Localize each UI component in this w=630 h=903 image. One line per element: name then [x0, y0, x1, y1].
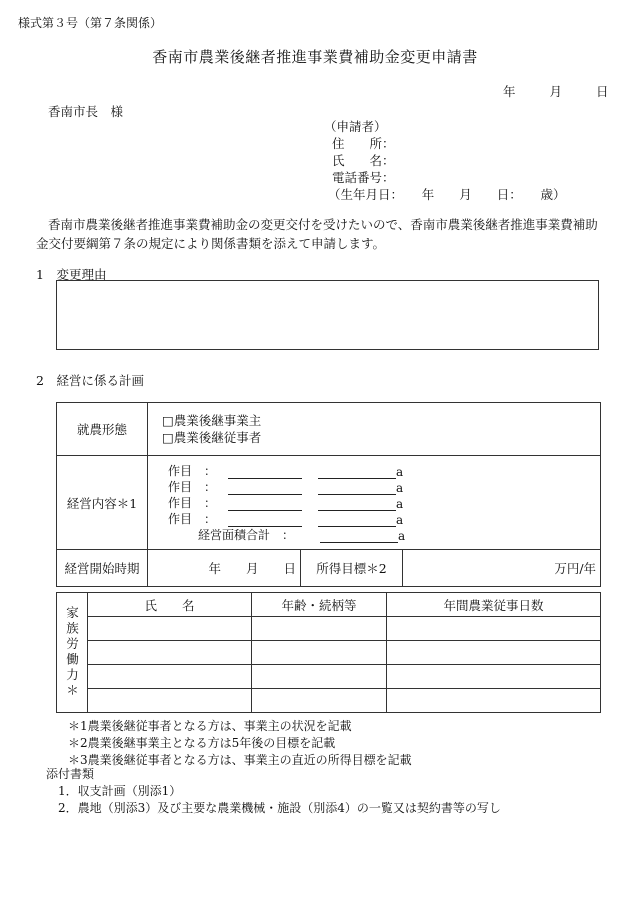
attachments: [46, 766, 501, 817]
note-item: ＊3農業後継従事者となる方は、事業主の直近の所得目標を記載: [68, 753, 412, 767]
area-unit: a: [396, 496, 404, 511]
option-successor-owner[interactable]: □農業後継事業主: [162, 413, 262, 428]
date-year: 年: [503, 84, 516, 99]
area-field[interactable]: [318, 498, 396, 511]
crop-field[interactable]: [228, 482, 302, 495]
family-name-cell[interactable]: [88, 665, 252, 689]
section2-label: 2 経営に係る計画: [36, 373, 144, 388]
family-header-age: 年齢・続柄等: [252, 593, 387, 617]
area-field[interactable]: [318, 514, 396, 527]
area-unit: a: [396, 464, 404, 479]
family-days-cell[interactable]: [387, 641, 601, 665]
application-statement: 香南市農業後継者推進事業費補助金の変更交付を受けたいので、香南市農業後継者推進事業費補助金交付要綱第７条の規定により関係書類を添えて申請します。: [36, 217, 598, 251]
income-field[interactable]: 万円/年: [403, 550, 601, 587]
family-age-cell[interactable]: [252, 641, 387, 665]
family-age-cell[interactable]: [252, 689, 387, 713]
area-unit: a: [396, 512, 404, 527]
name-label: 氏 名：: [332, 153, 395, 168]
total-area-label: 経営面積合計 ：: [198, 527, 295, 542]
page-title: 香南市農業後継者推進事業費補助金変更申請書: [152, 48, 478, 66]
family-header-days: 年間農業従事日数: [387, 593, 601, 617]
management-label: 経営内容＊1: [57, 456, 148, 550]
notes: [68, 718, 412, 769]
start-label: 経営開始時期: [57, 550, 148, 587]
address-label: 住 所：: [332, 136, 395, 151]
phone-label: 電話番号：: [332, 170, 395, 185]
plan-table: [56, 402, 601, 587]
area-field[interactable]: [318, 482, 396, 495]
change-reason-box[interactable]: [56, 280, 599, 350]
family-header-name: 氏 名: [88, 593, 252, 617]
income-label: 所得目標＊2: [301, 550, 403, 587]
crop-line: [168, 463, 600, 479]
attachment-item: 1．収支計画（別添1）: [58, 784, 182, 798]
start-income-row: [57, 550, 601, 587]
crop-field[interactable]: [228, 466, 302, 479]
farming-form-row: [57, 403, 601, 456]
area-unit: a: [398, 528, 406, 543]
date-line: [503, 82, 609, 100]
attachments-heading: 添付書類: [46, 767, 95, 781]
family-side-label: 家族労働力＊: [57, 593, 88, 713]
family-age-cell[interactable]: [252, 617, 387, 641]
crop-label: 作目 ：: [168, 463, 217, 478]
family-row: [57, 617, 601, 641]
family-row: [57, 689, 601, 713]
management-content: [148, 456, 601, 550]
crop-field[interactable]: [228, 498, 302, 511]
family-name-cell[interactable]: [88, 617, 252, 641]
date-day: 日: [596, 84, 609, 99]
area-field[interactable]: [318, 466, 396, 479]
crop-line: [168, 511, 600, 527]
management-row: [57, 456, 601, 550]
total-area-line: [168, 527, 600, 543]
family-labor-table: [56, 592, 601, 713]
farming-form-label: 就農形態: [57, 403, 148, 456]
crop-label: 作目 ：: [168, 511, 217, 526]
family-days-cell[interactable]: [387, 689, 601, 713]
applicant-heading: （申請者）: [324, 119, 387, 134]
applicant-block: [324, 118, 566, 203]
farming-form-options: [148, 403, 601, 456]
attachment-item: 2．農地（別添3）及び主要な農業機械・施設（別添4）の一覧又は契約書等の写し: [58, 801, 501, 815]
start-date-field[interactable]: 年 月 日: [148, 550, 301, 587]
family-row: [57, 665, 601, 689]
family-header-row: [57, 593, 601, 617]
addressee: 香南市長 様: [48, 104, 124, 119]
family-row: [57, 641, 601, 665]
crop-label: 作目 ：: [168, 495, 217, 510]
date-month: 月: [549, 84, 563, 99]
family-days-cell[interactable]: [387, 617, 601, 641]
crop-line: [168, 479, 600, 495]
family-days-cell[interactable]: [387, 665, 601, 689]
crop-line: [168, 495, 600, 511]
family-name-cell[interactable]: [88, 641, 252, 665]
note-item: ＊2農業後継事業主となる方は5年後の目標を記載: [68, 736, 336, 750]
birth-line: （生年月日： 年 月 日： 歳）: [328, 187, 566, 202]
area-unit: a: [396, 480, 404, 495]
total-area-field[interactable]: [320, 530, 398, 543]
note-item: ＊1農業後継従事者となる方は、事業主の状況を記載: [68, 719, 352, 733]
crop-label: 作目 ：: [168, 479, 217, 494]
section1-label: 1 変更理由: [36, 267, 107, 282]
family-age-cell[interactable]: [252, 665, 387, 689]
form-number: 様式第３号（第７条関係）: [18, 16, 163, 30]
option-successor-worker[interactable]: □農業後継従事者: [162, 430, 262, 445]
family-name-cell[interactable]: [88, 689, 252, 713]
